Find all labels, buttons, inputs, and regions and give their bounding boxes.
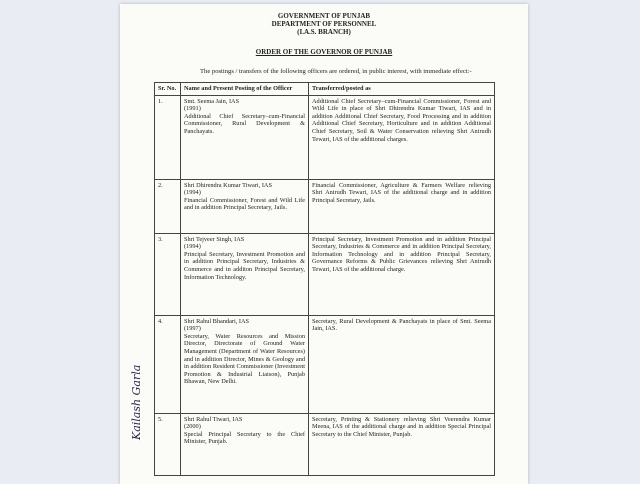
sr-cell: 2. <box>155 179 181 233</box>
officer-cell <box>181 315 309 413</box>
officer-name: Shri Tejveer Singh, IAS <box>184 235 245 243</box>
header-officer: Name and Present Posting of the Officer <box>181 83 309 96</box>
intro-paragraph: The postings / transfers of the following officers are ordered, in public interest, with immediate effect:- <box>200 68 472 75</box>
officer-name: Shri Dhirendra Kumar Tiwari, IAS <box>184 181 272 189</box>
table-row <box>155 315 495 413</box>
transfer-cell: Principal Secretary, Investment Promotion and in addition Principal Secretary, Industries & Commerce and in addition Principal Secretary, Information Technology and in addition Principal Secretary, Governance Reforms & Public Grievances relieving Shri Anirudh Tewari, IAS of the additional charge. <box>309 233 495 315</box>
header-branch: (I.A.S. BRANCH) <box>297 28 351 36</box>
sr-cell: 1. <box>155 95 181 179</box>
present-posting: Financial Commissioner, Forest and Wild Life and in addition Principal Secretary, Jails. <box>184 196 305 212</box>
table-header-row <box>155 83 495 96</box>
transfer-cell: Secretary, Printing & Stationery relieving Shri Veerendra Kumar Meena, IAS of the additional charge and in addition Special Principal Secretary to the Chief Minister, Punjab. <box>309 413 495 475</box>
table-row <box>155 95 495 179</box>
header-sr-no: Sr. No. <box>155 83 181 96</box>
header-government: GOVERNMENT OF PUNJAB <box>277 12 371 20</box>
officer-name: Shri Rahul Tiwari, IAS <box>184 415 243 423</box>
officer-cell <box>181 233 309 315</box>
document-page <box>120 4 528 484</box>
present-posting: Special Principal Secretary to the Chief Minister, Punjab. <box>184 430 305 446</box>
officer-batch: (2000) <box>184 423 201 431</box>
transfer-cell: Financial Commissioner, Agriculture & Farmers Welfare relieving Shri Anirudh Tewari, IAS of the additional charge and in addition Principal Secretary, Jails. <box>309 179 495 233</box>
officer-batch: (1991) <box>184 105 201 113</box>
transfer-cell: Secretary, Rural Development & Panchayats in place of Smt. Seema Jain, IAS. <box>309 315 495 413</box>
present-posting: Secretary, Water Resources and Mission Director, Directorate of Ground Water Management (Department of Water Resources) and in addition Director, Mines & Geology and in addition Resident Commissioner (Investment Promotion & Industrial Liaison), Punjab Bhawan, New Delhi. <box>184 332 305 386</box>
order-title: ORDER OF THE GOVERNOR OF PUNJAB <box>255 48 393 56</box>
officer-name: Smt. Seema Jain, IAS <box>184 97 240 105</box>
officer-name: Shri Rahul Bhandari, IAS <box>184 317 250 325</box>
officer-cell <box>181 179 309 233</box>
officer-batch: (1997) <box>184 325 201 333</box>
officer-batch: (1994) <box>184 189 201 197</box>
sr-cell: 4. <box>155 315 181 413</box>
postings-table <box>154 82 495 476</box>
handwritten-signature: Kailash Garla <box>130 364 143 440</box>
present-posting: Additional Chief Secretary–cum-Financial Commissioner, Rural Development & Panchayats. <box>184 112 305 135</box>
table-row <box>155 233 495 315</box>
sr-cell: 5. <box>155 413 181 475</box>
officer-cell <box>181 95 309 179</box>
officer-batch: (1994) <box>184 243 201 251</box>
sr-cell: 3. <box>155 233 181 315</box>
table-row <box>155 179 495 233</box>
officer-cell <box>181 413 309 475</box>
table-row <box>155 413 495 475</box>
transfer-cell: Additional Chief Secretary–cum-Financial Commissioner, Forest and Wild Life in place of Shri Dhirendra Kumar Tiwari, IAS and in addition Additional Chief Secretary, Food Processing and in addition Additional Chief Secretary, Horticulture and in addition Additional Chief Secretary, Soil & Water Conservation relieving Shri Anirudh Tewari, IAS of the additional charges. <box>309 95 495 179</box>
present-posting: Principal Secretary, Investment Promotion and in addition Principal Secretary, Industries & Commerce and in additon Principal Secretary, Information Technology. <box>184 250 305 281</box>
header-department: DEPARTMENT OF PERSONNEL <box>271 20 377 28</box>
header-transfer: Transferred/posted as <box>309 83 495 96</box>
